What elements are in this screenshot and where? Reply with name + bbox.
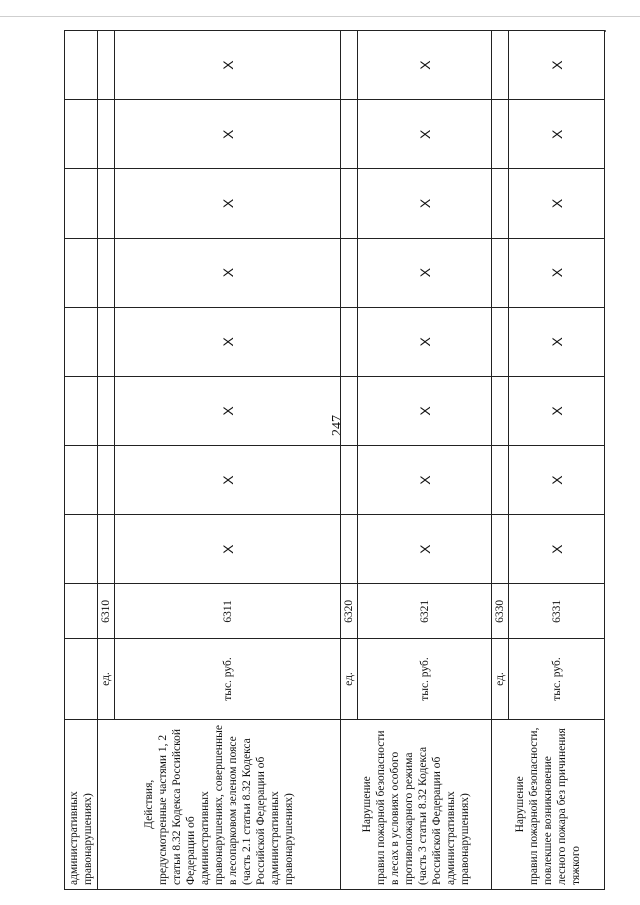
cross-mark: X xyxy=(358,376,492,445)
empty-cell xyxy=(98,238,115,307)
table-row xyxy=(98,31,115,890)
code-cell: 6321 xyxy=(358,584,492,639)
cross-mark: X xyxy=(358,31,492,100)
code-cell: 6310 xyxy=(98,584,115,639)
row-description: правил пожарной безопасности в лесах в условиях особого противопожарного режима (часть 3 статьи 8.32 Кодекса Российской Федерации об административных правонарушениях) xyxy=(375,730,471,885)
empty-cell xyxy=(492,31,509,100)
empty-cell xyxy=(492,307,509,376)
cross-mark: X xyxy=(115,100,341,169)
cross-mark: X xyxy=(509,307,605,376)
header-fragment-cell: административных правонарушениях) xyxy=(65,719,98,889)
cross-mark: X xyxy=(115,376,341,445)
cross-mark: X xyxy=(115,515,341,584)
cross-mark: X xyxy=(509,376,605,445)
page-number: 247 xyxy=(330,415,345,436)
row-description: правил пожарной безопасности, повлекшее возникновение лесного пожара без причинения тяжкого xyxy=(528,727,582,885)
description-cell xyxy=(492,719,605,889)
empty-cell xyxy=(341,307,358,376)
cross-mark: X xyxy=(509,31,605,100)
unit-cell: ед. xyxy=(341,639,358,719)
empty-cell xyxy=(492,238,509,307)
cross-mark: X xyxy=(115,446,341,515)
description-cell xyxy=(341,719,492,889)
cross-mark: X xyxy=(358,169,492,238)
cross-mark: X xyxy=(509,100,605,169)
empty-cell xyxy=(341,169,358,238)
cross-mark: X xyxy=(509,446,605,515)
empty-cell xyxy=(65,639,98,719)
unit-cell: тыс. руб. xyxy=(509,639,605,719)
code-cell: 6330 xyxy=(492,584,509,639)
empty-cell xyxy=(492,515,509,584)
empty-cell xyxy=(341,376,358,445)
cross-mark: X xyxy=(115,169,341,238)
unit-cell: тыс. руб. xyxy=(115,639,341,719)
table-row xyxy=(65,31,98,890)
cross-mark: X xyxy=(358,100,492,169)
cross-mark: X xyxy=(358,446,492,515)
row-title: Нарушение xyxy=(514,776,526,833)
empty-cell xyxy=(341,515,358,584)
empty-cell xyxy=(65,515,98,584)
empty-cell xyxy=(341,238,358,307)
row-title: Действия, xyxy=(143,779,155,829)
cross-mark: X xyxy=(358,307,492,376)
empty-cell xyxy=(98,169,115,238)
empty-cell xyxy=(98,100,115,169)
empty-cell xyxy=(65,584,98,639)
empty-cell xyxy=(65,100,98,169)
code-cell: 6331 xyxy=(509,584,605,639)
statistics-table xyxy=(64,30,605,890)
cross-mark: X xyxy=(115,307,341,376)
cross-mark: X xyxy=(115,238,341,307)
empty-cell xyxy=(492,169,509,238)
table-row xyxy=(341,31,358,890)
empty-cell xyxy=(341,446,358,515)
unit-cell: ед. xyxy=(98,639,115,719)
scan-edge-line xyxy=(0,16,640,17)
empty-cell xyxy=(492,376,509,445)
empty-cell xyxy=(98,376,115,445)
row-description: предусмотренные частями 1, 2 статьи 8.32 Кодекса Российской Федерации об административных правонарушениях, совершенные в лесопарковом зеленом поясе (часть 2.1 статьи 8.32 Кодекса Российской Федерации об административных правонарушениях) xyxy=(157,725,295,885)
empty-cell xyxy=(98,31,115,100)
empty-cell xyxy=(65,376,98,445)
empty-cell xyxy=(65,307,98,376)
empty-cell xyxy=(492,100,509,169)
unit-cell: ед. xyxy=(492,639,509,719)
code-cell: 6320 xyxy=(341,584,358,639)
cross-mark: X xyxy=(509,238,605,307)
empty-cell xyxy=(98,446,115,515)
cross-mark: X xyxy=(358,515,492,584)
cross-mark: X xyxy=(509,515,605,584)
rotated-table xyxy=(64,30,582,890)
empty-cell xyxy=(65,169,98,238)
description-cell xyxy=(98,719,341,889)
empty-cell xyxy=(98,307,115,376)
empty-cell xyxy=(65,446,98,515)
cross-mark: X xyxy=(509,169,605,238)
table-row xyxy=(492,31,509,890)
code-cell: 6311 xyxy=(115,584,341,639)
unit-cell: тыс. руб. xyxy=(358,639,492,719)
cross-mark: X xyxy=(358,238,492,307)
empty-cell xyxy=(98,515,115,584)
empty-cell xyxy=(492,446,509,515)
cross-mark: X xyxy=(115,31,341,100)
empty-cell xyxy=(65,31,98,100)
empty-cell xyxy=(65,238,98,307)
empty-cell xyxy=(341,31,358,100)
empty-cell xyxy=(341,100,358,169)
row-title: Нарушение xyxy=(361,776,373,833)
